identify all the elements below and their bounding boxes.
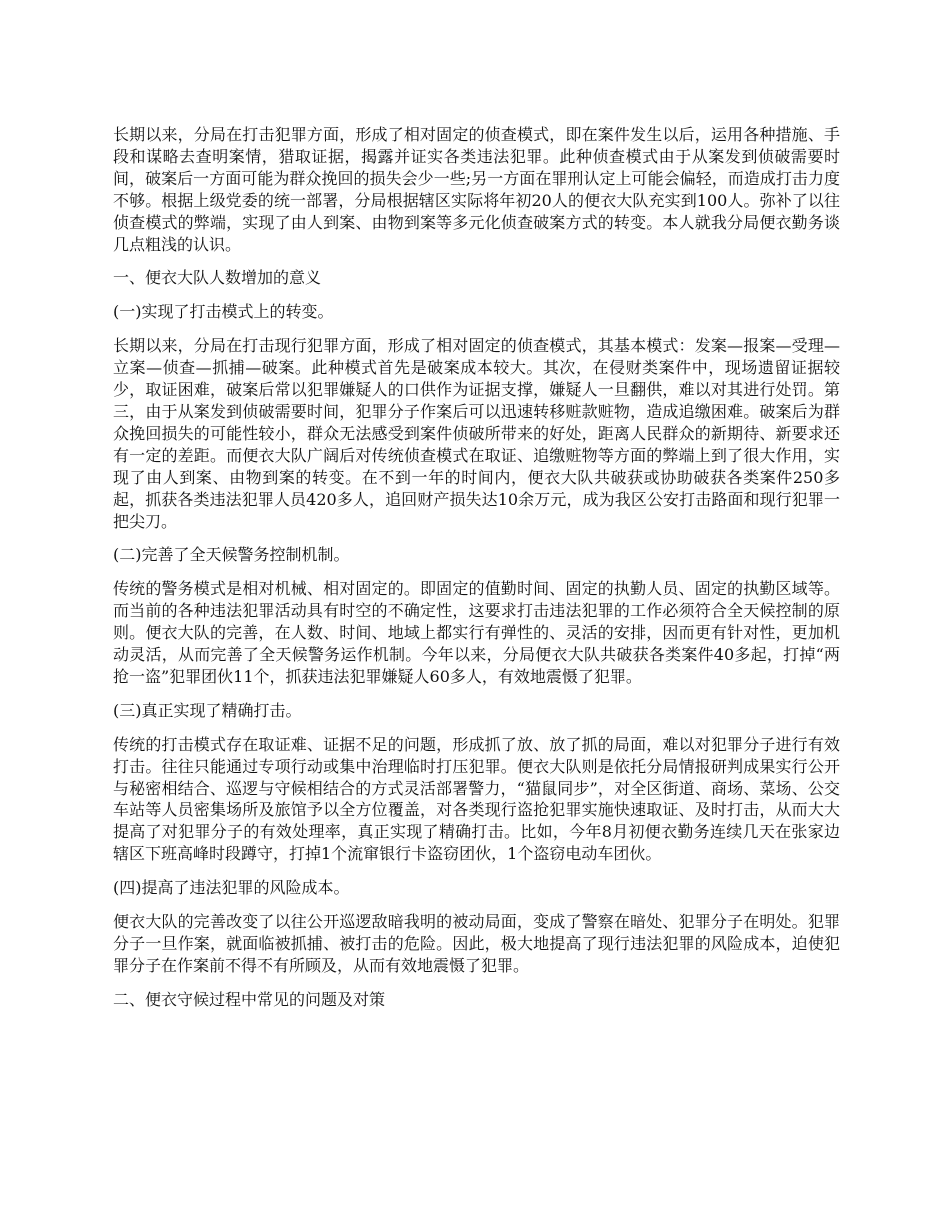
subsection-1-heading: (一)实现了打击模式上的转变。 [113, 302, 334, 322]
subsection-4-paragraph: 便衣大队的完善改变了以往公开巡逻敌暗我明的被动局面，变成了警察在暗处、犯罪分子在明处。犯罪分子一旦作案，就面临被抓捕、被打击的危险。因此，极大地提高了现行违法犯罪的风险成本，迫使犯罪分子在作案前不得不有所顾及，从而有效地震慑了犯罪。 [113, 912, 840, 975]
subsection-1-paragraph: 长期以来，分局在打击现行犯罪方面，形成了相对固定的侦查模式，其基本模式：发案—报案—受理—立案—侦查—抓捕—破案。此种模式首先是破案成本较大。其次，在侵财类案件中，现场遗留证据较少，取证困难，破案后常以犯罪嫌疑人的口供作为证据支撑，嫌疑人一旦翻供，难以对其进行处罚。第三，由于从案发到侦破需要时间，犯罪分子作案后可以迅速转移赃款赃物，造成追缴困难。破案后为群众挽回损失的可能性较小，群众无法感受到案件侦破所带来的好处，距离人民群众的新期待、新要求还有一定的差距。而便衣大队广阔后对传统侦查模式在取证、追缴赃物等方面的弊端上到了很大作用，实现了由人到案、由物到案的转变。在不到一年的时间内，便衣大队共破获或协助破获各类案件250多起，抓获各类违法犯罪人员420多人，追回财产损失达10余万元，成为我区公安打击路面和现行犯罪一把尖刀。 [113, 336, 840, 531]
intro-paragraph: 长期以来，分局在打击犯罪方面，形成了相对固定的侦查模式，即在案件发生以后，运用各种措施、手段和谋略去查明案情，猎取证据，揭露并证实各类违法犯罪。此种侦查模式由于从案发到侦破需要时间，破案后一方面可能为群众挽回的损失会少一些;另一方面在罪刑认定上可能会偏轻，而造成打击力度不够。根据上级党委的统一部署，分局根据辖区实际将年初20人的便衣大队充实到100人。弥补了以往侦查模式的弊端，实现了由人到案、由物到案等多元化侦查破案方式的转变。本人就我分局便衣勤务谈几点粗浅的认识。 [113, 125, 840, 254]
subsection-2-paragraph: 传统的警务模式是相对机械、相对固定的。即固定的值勤时间、固定的执勤人员、固定的执勤区域等。而当前的各种违法犯罪活动具有时空的不确定性，这要求打击违法犯罪的工作必须符合全天候控制的原则。便衣大队的完善，在人数、时间、地域上都实行有弹性的、灵活的安排，因而更有针对性，更加机动灵活，从而完善了全天候警务运作机制。今年以来，分局便衣大队共破获各类案件40多起，打掉“两抢一盗”犯罪团伙11个，抓获违法犯罪嫌疑人60多人，有效地震慑了犯罪。 [113, 579, 840, 686]
subsection-3-heading: (三)真正实现了精确打击。 [113, 700, 302, 720]
section-2-heading: 二、便衣守候过程中常见的问题及对策 [113, 989, 386, 1009]
section-1-heading: 一、便衣大队人数增加的意义 [113, 268, 322, 288]
subsection-4-heading: (四)提高了违法犯罪的风险成本。 [113, 878, 350, 898]
subsection-2-heading: (二)完善了全天候警务控制机制。 [113, 545, 350, 565]
subsection-3-paragraph: 传统的打击模式存在取证难、证据不足的问题，形成抓了放、放了抓的局面，难以对犯罪分子进行有效打击。往往只能通过专项行动或集中治理临时打压犯罪。便衣大队则是依托分局情报研判成果实行公开与秘密相结合、巡逻与守候相结合的方式灵活部署警力，“猫鼠同步”，对全区街道、商场、菜场、公交车站等人员密集场所及旅馆予以全方位覆盖，对各类现行盗抢犯罪实施快速取证、及时打击，从而大大提高了对犯罪分子的有效处理率，真正实现了精确打击。比如，今年8月初便衣勤务连续几天在张家边辖区下班高峰时段蹲守，打掉1个流窜银行卡盗窃团伙，1个盗窃电动车团伙。 [113, 734, 840, 864]
document-body [113, 124, 840, 1023]
